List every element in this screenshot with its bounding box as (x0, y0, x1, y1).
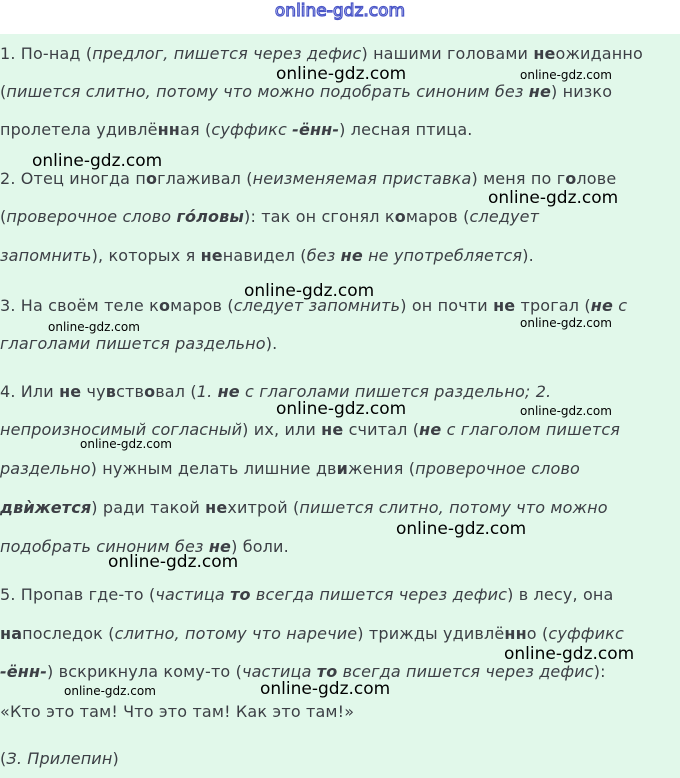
text-segment: ) нужным делать лишние дв (90, 459, 337, 478)
text-segment: ) трижды удивлё (357, 624, 505, 643)
text-segment: не (321, 420, 344, 439)
text-segment: двѝжется (0, 498, 92, 517)
text-segment: с (612, 296, 628, 315)
text-line (0, 749, 119, 769)
text-segment: ств (116, 382, 145, 401)
watermark: online-gdz.com (244, 281, 375, 301)
watermark: online-gdz.com (260, 679, 391, 699)
text-segment: раздельно (0, 459, 91, 478)
text-segment: не (59, 382, 82, 401)
text-segment: 2. Отец иногда п (0, 169, 146, 188)
text-line (0, 44, 643, 64)
text-segment: ) лесная птица. (339, 120, 473, 139)
text-segment: всегда пишется через дефис (337, 662, 594, 681)
text-segment: последок ( (22, 624, 115, 643)
text-segment: глаживал ( (157, 169, 253, 188)
text-segment: не (533, 44, 556, 63)
text-segment: не (340, 246, 363, 265)
text-line (0, 169, 616, 189)
text-segment: маров ( (405, 207, 470, 226)
text-segment: жения ( (348, 459, 416, 478)
text-segment: не (208, 537, 232, 556)
text-segment: не (590, 296, 613, 315)
text-segment: проверочное слово (415, 459, 580, 478)
text-segment: в (105, 382, 117, 401)
text-segment: ): (593, 662, 606, 681)
watermark: online-gdz.com (64, 684, 156, 698)
text-segment: нн (504, 624, 527, 643)
text-segment: о (158, 296, 171, 315)
watermark: online-gdz.com (108, 552, 239, 572)
watermark: online-gdz.com (48, 320, 140, 334)
text-segment: о ( (526, 624, 549, 643)
text-segment: 5. Пропав где-то ( (0, 585, 156, 604)
text-segment: ): так он сгонял к (244, 207, 395, 226)
text-segment: не (200, 246, 223, 265)
text-segment: на (0, 624, 23, 643)
text-segment: маров ( (170, 296, 234, 315)
text-segment: вал ( (155, 382, 197, 401)
text-segment: не (419, 420, 442, 439)
text-segment: запомнить (0, 246, 92, 265)
text-segment: ) ради такой (91, 498, 206, 517)
text-segment: хитрой ( (227, 498, 300, 517)
text-line (0, 246, 534, 266)
text-segment: не употребляется (362, 246, 523, 265)
text-segment: с глаголами пишется раздельно; 2. (239, 382, 552, 401)
text-segment: З. Прилепин (6, 749, 113, 768)
text-segment: ) боли. (231, 537, 289, 556)
text-segment: и (336, 459, 349, 478)
text-segment: ) меня по г (471, 169, 566, 188)
text-segment: ) он почти (400, 296, 494, 315)
text-segment: глаголами пишется раздельно (0, 334, 266, 353)
text-segment: считал ( (343, 420, 420, 439)
text-segment: о (145, 169, 158, 188)
text-segment: ( (0, 82, 7, 101)
text-segment: ) нашими головами (361, 44, 534, 63)
text-segment: непроизносимый согласный (0, 420, 243, 439)
text-segment: о (144, 382, 156, 401)
text-segment: 1. (196, 382, 218, 401)
text-segment: трогал ( (515, 296, 591, 315)
watermark: online-gdz.com (396, 519, 527, 539)
text-segment: то (230, 585, 251, 604)
text-segment: ( (0, 207, 7, 226)
text-line (0, 459, 580, 479)
watermark: online-gdz.com (276, 64, 407, 84)
watermark: online-gdz.com (504, 644, 635, 664)
text-segment: -ённ- (292, 120, 340, 139)
text-segment: «Кто это там! Что это там! Как это там!» (0, 702, 355, 721)
text-segment: 4. Или (0, 382, 60, 401)
text-segment: суффикс (211, 120, 293, 139)
text-line (0, 207, 539, 227)
text-segment: ) низко (550, 82, 613, 101)
text-segment: следует запомнить (233, 296, 401, 315)
text-segment: ) их, или (242, 420, 322, 439)
text-segment: не (205, 498, 228, 517)
text-segment: всегда пишется через дефис (250, 585, 508, 604)
text-line (0, 82, 612, 102)
text-segment: частица (155, 585, 231, 604)
text-segment: следует (469, 207, 540, 226)
text-segment: пишется слитно, потому что можно подобрать синоним без (6, 82, 529, 101)
text-segment: ) в лесу, она (507, 585, 614, 604)
text-segment: ) вскрикнула кому-то ( (47, 662, 242, 681)
text-segment: ожиданно (555, 44, 643, 63)
text-segment: нн (157, 120, 181, 139)
watermark: online-gdz.com (520, 68, 612, 82)
watermark: online-gdz.com (488, 188, 619, 208)
text-segment: ), которых я (91, 246, 201, 265)
text-segment: ). (522, 246, 534, 265)
text-line (0, 334, 277, 354)
text-segment: с глаголом пишется (441, 420, 621, 439)
watermark: online-gdz.com (80, 437, 172, 451)
text-segment: гóловы (176, 207, 245, 226)
text-segment: 3. На своём теле к (0, 296, 159, 315)
text-segment: суффикс (548, 624, 624, 643)
site-header (0, 0, 680, 34)
text-segment: не (217, 382, 240, 401)
text-segment: не (528, 82, 551, 101)
text-segment: -ённ- (0, 662, 47, 681)
text-segment: чу (81, 382, 106, 401)
text-segment: ). (265, 334, 278, 353)
text-segment: пролетела удивлё (0, 120, 158, 139)
text-segment: то (316, 662, 338, 681)
text-segment: неизменяемая приставка (252, 169, 472, 188)
text-segment: ая ( (180, 120, 212, 139)
watermark: online-gdz.com (32, 151, 163, 171)
text-segment: не (493, 296, 516, 315)
text-line (0, 702, 354, 722)
watermark: online-gdz.com (520, 404, 612, 418)
watermark: online-gdz.com (276, 399, 407, 419)
text-segment: о (565, 169, 577, 188)
text-segment: пишется слитно, потому что можно (299, 498, 608, 517)
text-segment: лове (576, 169, 617, 188)
watermark: online-gdz.com (520, 316, 612, 330)
text-segment: ) (112, 749, 119, 768)
text-line (0, 624, 624, 644)
text-segment: слитно, потому что наречие (114, 624, 358, 643)
text-segment: проверочное слово (6, 207, 177, 226)
text-segment: без (306, 246, 341, 265)
text-segment: частица (242, 662, 317, 681)
text-line (0, 585, 613, 605)
text-segment: подобрать синоним без (0, 537, 209, 556)
text-segment: ( (0, 749, 7, 768)
site-title[interactable]: online-gdz.com (274, 1, 406, 21)
text-line (0, 498, 608, 518)
text-segment: 1. По-над ( (0, 44, 93, 63)
text-segment: предлог, пишется через дефис (92, 44, 362, 63)
text-line (0, 120, 473, 140)
text-segment: о (394, 207, 406, 226)
text-segment: навидел ( (222, 246, 307, 265)
